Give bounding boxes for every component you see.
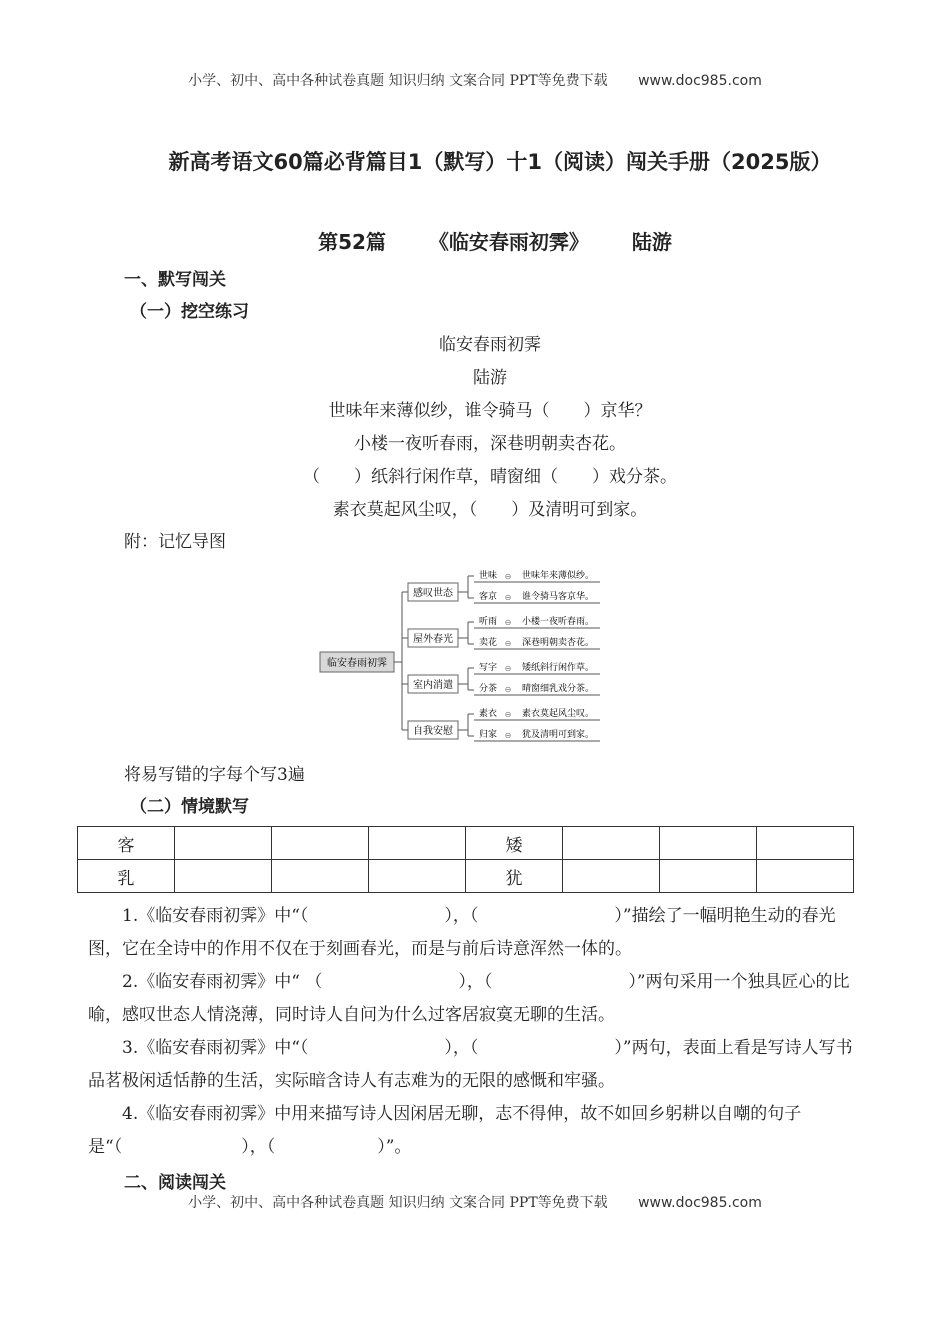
mind-map-leaf-line: 晴窗细乳戏分茶。 xyxy=(521,684,595,694)
table-char-cell: 矮 xyxy=(466,827,563,860)
mind-map-leaf-line: 谁令骑马客京华。 xyxy=(521,592,595,602)
collapse-icon: ⊖ xyxy=(504,664,512,673)
mind-map-diagram xyxy=(318,556,646,746)
mind-map-leaf-key: 世味 xyxy=(478,571,498,581)
poem-line: （ ）纸斜行闲作草，晴窗细（ ）戏分茶。 xyxy=(303,467,677,487)
practice-blank-cell[interactable] xyxy=(563,860,660,893)
appendix-label: 附：记忆导图 xyxy=(124,532,226,552)
practice-blank-cell[interactable] xyxy=(272,860,369,893)
poem-title: 临安春雨初霁 xyxy=(439,335,541,355)
mind-map-leaf-key: 写字 xyxy=(478,663,498,673)
mind-map-leaf-key: 归家 xyxy=(478,730,498,740)
practice-blank-cell[interactable] xyxy=(175,860,272,893)
collapse-icon: ⊖ xyxy=(504,639,512,648)
collapse-icon: ⊖ xyxy=(504,572,512,581)
mind-map-leaf-line: 世味年来薄似纱。 xyxy=(521,571,595,581)
collapse-icon: ⊖ xyxy=(504,710,512,719)
mind-map-leaf-key: 卖花 xyxy=(478,638,498,648)
question-item: 2.《临安春雨初霁》中“ （ ），（ ）”两句采用一个独具匠心的比喻，感叹世态人情浇薄，同时诗人自问为什么过客居寂寞无聊的生活。 xyxy=(88,972,850,1025)
mind-map-root: 临安春雨初霁 xyxy=(327,658,387,669)
page-header xyxy=(0,70,950,90)
header-text: 小学、初中、高中各种试卷真题 知识归纳 文案合同 PPT等免费下载 xyxy=(188,73,608,89)
collapse-icon: ⊖ xyxy=(504,685,512,694)
table-row xyxy=(78,860,854,893)
mind-map-leaf-key: 素衣 xyxy=(478,709,498,719)
poem-author: 陆游 xyxy=(473,368,507,388)
question-list xyxy=(88,900,864,1164)
table-char-cell: 犹 xyxy=(466,860,563,893)
table-char-cell: 客 xyxy=(78,827,175,860)
mind-map-leaf-key: 客京 xyxy=(478,592,498,602)
practice-blank-cell[interactable] xyxy=(757,827,854,860)
practice-note: 将易写错的字每个写3遍 xyxy=(124,765,305,785)
lesson-author: 陆游 xyxy=(631,230,672,254)
footer-text: 小学、初中、高中各种试卷真题 知识归纳 文案合同 PPT等免费下载 xyxy=(188,1195,608,1211)
lesson-work: 《临安春雨初霁》 xyxy=(428,230,589,254)
practice-blank-cell[interactable] xyxy=(757,860,854,893)
mind-map-leaf-line: 素衣莫起风尘叹。 xyxy=(521,709,595,719)
lesson-heading xyxy=(0,226,950,255)
question-item: 1.《临安春雨初霁》中“（ ），（ ）”描绘了一幅明艳生动的春光图，它在全诗中的作用不仅在于刻画春光，而是与前后诗意浑然一体的。 xyxy=(88,906,836,959)
mind-map-leaf-line: 犹及清明可到家。 xyxy=(521,730,595,740)
collapse-icon: ⊖ xyxy=(504,593,512,602)
mind-map-leaf-line: 小楼一夜听春雨。 xyxy=(521,617,595,627)
mind-map-leaf-key: 听雨 xyxy=(478,617,498,627)
mind-map-branch: 自我安慰 xyxy=(413,726,453,737)
footer-site-link[interactable]: www.doc985.com xyxy=(638,1195,762,1211)
poem-line: 小楼一夜听春雨，深巷明朝卖杏花。 xyxy=(354,434,626,454)
subsection-heading-context-dictation: （二）情境默写 xyxy=(130,797,249,817)
question-item: 4.《临安春雨初霁》中用来描写诗人因闲居无聊，志不得伸，故不如回乡躬耕以自嘲的句子是“（ ），（ ）”。 xyxy=(88,1104,802,1157)
poem-line: 素衣莫起风尘叹，（ ）及清明可到家。 xyxy=(332,500,648,520)
memory-mind-map xyxy=(318,556,646,746)
mind-map-branch: 室内消遣 xyxy=(413,680,453,691)
page-footer xyxy=(0,1192,950,1212)
practice-blank-cell[interactable] xyxy=(369,860,466,893)
character-practice-table xyxy=(77,826,854,893)
document-title: 新高考语文60篇必背篇目1（默写）十1（阅读）闯关手册（2025版） xyxy=(168,150,832,174)
table-char-cell: 乳 xyxy=(78,860,175,893)
mind-map-branch: 感叹世态 xyxy=(413,588,453,599)
practice-blank-cell[interactable] xyxy=(369,827,466,860)
lesson-number: 第52篇 xyxy=(318,230,386,254)
mind-map-leaf-line: 深巷明朝卖杏花。 xyxy=(521,638,595,648)
practice-blank-cell[interactable] xyxy=(660,827,757,860)
practice-blank-cell[interactable] xyxy=(272,827,369,860)
mind-map-leaf-line: 矮纸斜行闲作草。 xyxy=(521,663,595,673)
collapse-icon: ⊖ xyxy=(504,618,512,627)
collapse-icon: ⊖ xyxy=(504,731,512,740)
header-site-link[interactable]: www.doc985.com xyxy=(638,73,762,89)
poem-line: 世味年来薄似纱，谁令骑马（ ）京华？ xyxy=(328,401,652,421)
subsection-heading-fill-blank: （一）挖空练习 xyxy=(130,302,249,322)
practice-blank-cell[interactable] xyxy=(563,827,660,860)
mind-map-leaf-key: 分茶 xyxy=(478,684,498,694)
practice-blank-cell[interactable] xyxy=(660,860,757,893)
mind-map-branch: 屋外春光 xyxy=(413,634,453,645)
section-heading-dictation: 一、默写闯关 xyxy=(124,270,226,290)
section-heading-reading: 二、阅读闯关 xyxy=(124,1173,226,1193)
question-item: 3.《临安春雨初霁》中“（ ），（ ）”两句，表面上看是写诗人写书品茗极闲适恬静的生活，实际暗含诗人有志难为的无限的感慨和牢骚。 xyxy=(88,1038,853,1091)
practice-blank-cell[interactable] xyxy=(175,827,272,860)
table-row xyxy=(78,827,854,860)
